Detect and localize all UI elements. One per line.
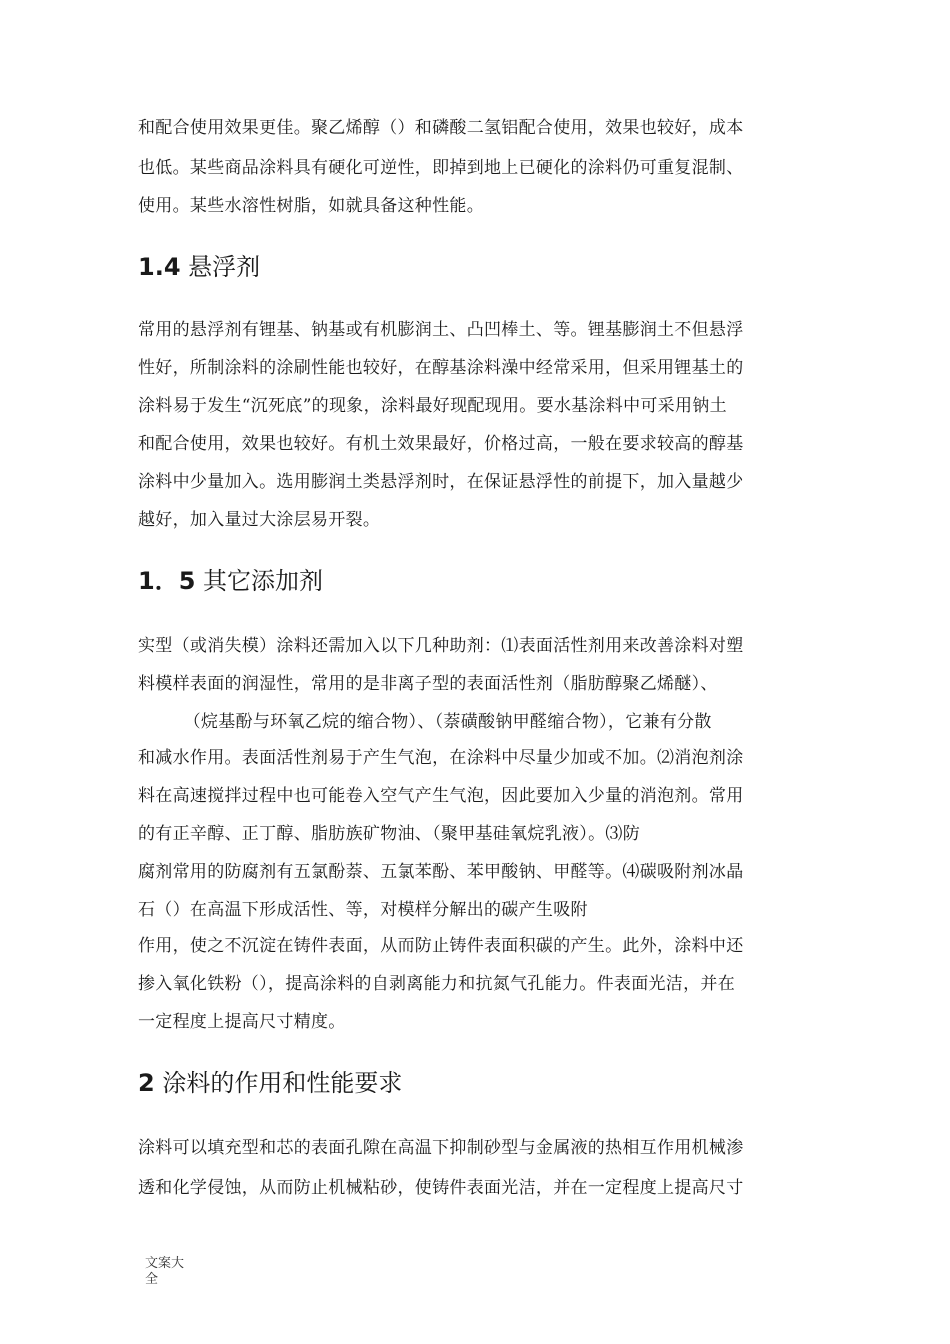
text-line: 使用。某些水溶性树脂，如就具备这种性能。: [138, 196, 484, 216]
text-line: 实型（或消失模）涂料还需加入以下几种助剂：⑴表面活性剂用来改善涂料对塑: [138, 636, 744, 656]
text-line: 一定程度上提高尺寸精度。: [138, 1012, 346, 1032]
section-heading-1-4: [138, 252, 260, 282]
text-line: 透和化学侵蚀，从而防止机械粘砂，使铸件表面光洁，并在一定程度上提高尺寸: [138, 1178, 744, 1198]
section-heading-2: [138, 1068, 402, 1098]
text-line: 的有正辛醇、正丁醇、脂肪族矿物油、（聚甲基硅氧烷乳液）。⑶防: [138, 824, 640, 844]
text-line: 性好，所制涂料的涂刷性能也较好，在醇基涂料澡中经常采用，但采用锂基土的: [138, 358, 744, 378]
text-line: 和配合使用效果更佳。聚乙烯醇（）和磷酸二氢铝配合使用，效果也较好，成本: [138, 118, 744, 138]
text-line: （烷基酚与环氧乙烷的缩合物）、（萘磺酸钠甲醛缩合物），它兼有分散: [138, 712, 712, 732]
text-line: 涂料中少量加入。选用膨润土类悬浮剂时，在保证悬浮性的前提下，加入量越少: [138, 472, 744, 492]
footer-line: 文案大: [145, 1256, 185, 1271]
text-line: 和减水作用。表面活性剂易于产生气泡，在涂料中尽量少加或不加。⑵消泡剂涂: [138, 748, 744, 768]
text-line: 涂料易于发生“沉死底”的现象，涂料最好现配现用。要水基涂料中可采用钠土: [138, 396, 727, 416]
text-line: 和配合使用，效果也较好。有机土效果最好，价格过高，一般在要求较高的醇基: [138, 434, 744, 454]
text-line: 料在高速搅拌过程中也可能卷入空气产生气泡，因此要加入少量的消泡剂。常用: [138, 786, 744, 806]
text-line: 石（）在高温下形成活性、等，对模样分解出的碳产生吸附: [138, 900, 588, 920]
text-line: 掺入氧化铁粉（），提高涂料的自剥离能力和抗氮气孔能力。件表面光洁，并在: [138, 974, 735, 994]
text-line: 也低。某些商品涂料具有硬化可逆性，即掉到地上已硬化的涂料仍可重复混制、: [138, 158, 744, 178]
heading-text: 其它添加剂: [203, 567, 324, 595]
text-line: 腐剂常用的防腐剂有五氯酚萘、五氯苯酚、苯甲酸钠、甲醛等。⑷碳吸附剂冰晶: [138, 862, 744, 882]
text-line: 越好，加入量过大涂层易开裂。: [138, 510, 381, 530]
section-heading-1-5: [138, 566, 323, 596]
text-line: 涂料可以填充型和芯的表面孔隙在高温下抑制砂型与金属液的热相互作用机械渗: [138, 1138, 744, 1158]
text-line: 作用，使之不沉淀在铸件表面，从而防止铸件表面积碳的产生。此外，涂料中还: [138, 936, 744, 956]
heading-number: 1.4: [138, 253, 181, 281]
page-footer: [145, 1256, 205, 1288]
footer-line: 全: [145, 1272, 159, 1287]
text-line: 料模样表面的润湿性，常用的是非离子型的表面活性剂（脂肪醇聚乙烯醚）、: [138, 674, 718, 694]
heading-text: 悬浮剂: [188, 253, 261, 281]
heading-number: 1．5: [138, 567, 196, 595]
text-line: 常用的悬浮剂有锂基、钠基或有机膨润土、凸凹棒土、等。锂基膨润土不但悬浮: [138, 320, 744, 340]
heading-number: 2: [138, 1069, 155, 1097]
heading-text: 涂料的作用和性能要求: [162, 1069, 403, 1097]
